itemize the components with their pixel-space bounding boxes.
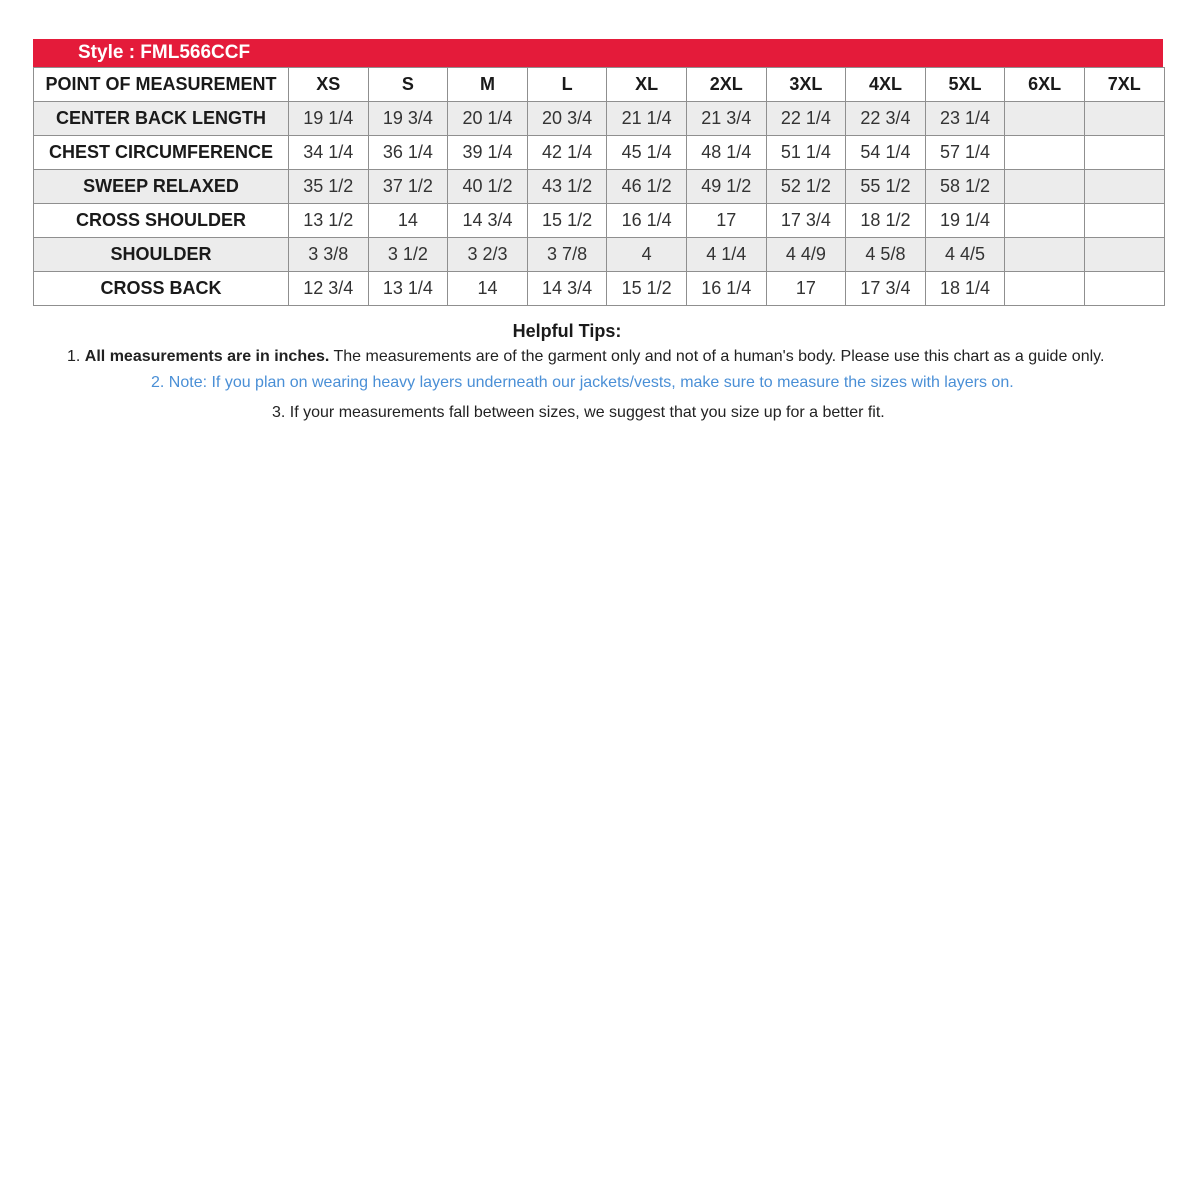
table-cell: [1084, 102, 1164, 136]
table-cell: 17: [766, 272, 846, 306]
table-cell: 16 1/4: [686, 272, 766, 306]
table-cell: 13 1/4: [368, 272, 448, 306]
style-label: Style : FML566CCF: [78, 42, 251, 63]
helpful-tips-title: Helpful Tips:: [512, 321, 622, 341]
row-label: SHOULDER: [34, 238, 289, 272]
row-label: SWEEP RELAXED: [34, 170, 289, 204]
table-cell: [1084, 272, 1164, 306]
table-cell: 52 1/2: [766, 170, 846, 204]
table-cell: 12 3/4: [289, 272, 369, 306]
table-cell: [1084, 136, 1164, 170]
table-cell: 4: [607, 238, 687, 272]
tip-2-note: 2. Note: If you plan on wearing heavy layers underneath our jackets/vests, make sure to measure the sizes with layers on.: [151, 374, 1014, 391]
header-size-5xl: 5XL: [925, 68, 1005, 102]
table-cell: [1005, 102, 1085, 136]
tip-1: [67, 348, 1104, 366]
table-row: [34, 204, 1165, 238]
table-cell: 46 1/2: [607, 170, 687, 204]
table-cell: 36 1/4: [368, 136, 448, 170]
header-point-of-measurement: POINT OF MEASUREMENT: [34, 68, 289, 102]
table-cell: 18 1/2: [846, 204, 926, 238]
table-row: [34, 238, 1165, 272]
table-cell: 14: [368, 204, 448, 238]
table-row: [34, 102, 1165, 136]
table-row: [34, 272, 1165, 306]
table-cell: 51 1/4: [766, 136, 846, 170]
table-cell: 35 1/2: [289, 170, 369, 204]
table-cell: 34 1/4: [289, 136, 369, 170]
table-cell: 43 1/2: [527, 170, 607, 204]
table-cell: 13 1/2: [289, 204, 369, 238]
table-cell: 14 3/4: [448, 204, 528, 238]
table-cell: 49 1/2: [686, 170, 766, 204]
header-size-7xl: 7XL: [1084, 68, 1164, 102]
table-cell: [1005, 238, 1085, 272]
table-cell: 19 3/4: [368, 102, 448, 136]
header-size-2xl: 2XL: [686, 68, 766, 102]
table-cell: 22 1/4: [766, 102, 846, 136]
header-size-l: L: [527, 68, 607, 102]
table-cell: 22 3/4: [846, 102, 926, 136]
table-row: [34, 170, 1165, 204]
table-cell: 15 1/2: [607, 272, 687, 306]
row-label: CROSS BACK: [34, 272, 289, 306]
table-cell: 40 1/2: [448, 170, 528, 204]
table-cell: 4 4/9: [766, 238, 846, 272]
tip-1-number: 1.: [67, 348, 85, 365]
table-body: [34, 102, 1165, 306]
table-cell: 42 1/4: [527, 136, 607, 170]
header-size-3xl: 3XL: [766, 68, 846, 102]
table-cell: 3 2/3: [448, 238, 528, 272]
table-cell: 48 1/4: [686, 136, 766, 170]
table-cell: 17 3/4: [766, 204, 846, 238]
table-cell: 17 3/4: [846, 272, 926, 306]
table-row: [34, 136, 1165, 170]
header-size-xs: XS: [289, 68, 369, 102]
table-cell: 45 1/4: [607, 136, 687, 170]
table-cell: 4 1/4: [686, 238, 766, 272]
table-cell: 16 1/4: [607, 204, 687, 238]
header-size-6xl: 6XL: [1005, 68, 1085, 102]
table-cell: 37 1/2: [368, 170, 448, 204]
table-cell: [1084, 238, 1164, 272]
table-cell: 54 1/4: [846, 136, 926, 170]
header-size-m: M: [448, 68, 528, 102]
table-cell: 14: [448, 272, 528, 306]
table-cell: 21 1/4: [607, 102, 687, 136]
header-size-xl: XL: [607, 68, 687, 102]
table-cell: 20 3/4: [527, 102, 607, 136]
table-cell: 58 1/2: [925, 170, 1005, 204]
table-cell: 19 1/4: [289, 102, 369, 136]
table-cell: 15 1/2: [527, 204, 607, 238]
style-header-bar: [33, 39, 1163, 67]
row-label: CENTER BACK LENGTH: [34, 102, 289, 136]
table-cell: 21 3/4: [686, 102, 766, 136]
table-header-row: [34, 68, 1165, 102]
table-cell: 18 1/4: [925, 272, 1005, 306]
table-cell: 4 5/8: [846, 238, 926, 272]
table-cell: 4 4/5: [925, 238, 1005, 272]
table-cell: [1084, 170, 1164, 204]
table-cell: 23 1/4: [925, 102, 1005, 136]
header-size-s: S: [368, 68, 448, 102]
table-cell: 57 1/4: [925, 136, 1005, 170]
table-cell: 39 1/4: [448, 136, 528, 170]
table-cell: [1005, 136, 1085, 170]
table-cell: [1005, 204, 1085, 238]
row-label: CROSS SHOULDER: [34, 204, 289, 238]
size-chart-table: [33, 67, 1165, 306]
table-cell: 19 1/4: [925, 204, 1005, 238]
tip-1-text: The measurements are of the garment only and not of a human's body. Please use this chart as a guide only.: [329, 348, 1105, 365]
table-cell: 14 3/4: [527, 272, 607, 306]
tip-3: 3. If your measurements fall between sizes, we suggest that you size up for a better fit.: [272, 404, 885, 421]
table-cell: 20 1/4: [448, 102, 528, 136]
table-cell: [1005, 170, 1085, 204]
header-size-4xl: 4XL: [846, 68, 926, 102]
tip-1-bold-text: All measurements are in inches.: [84, 348, 330, 365]
table-cell: [1084, 204, 1164, 238]
row-label: CHEST CIRCUMFERENCE: [34, 136, 289, 170]
table-cell: 3 3/8: [289, 238, 369, 272]
table-cell: 3 1/2: [368, 238, 448, 272]
table-cell: [1005, 272, 1085, 306]
table-cell: 55 1/2: [846, 170, 926, 204]
table-cell: 3 7/8: [527, 238, 607, 272]
table-cell: 17: [686, 204, 766, 238]
